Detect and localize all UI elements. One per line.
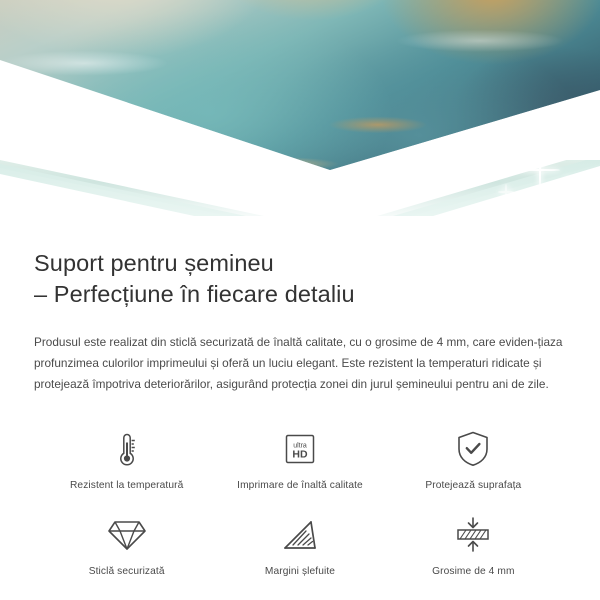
sparkle-icon — [556, 176, 578, 198]
feature-surface-protection — [387, 421, 560, 501]
thermometer-icon — [104, 427, 150, 471]
feature-label: Sticlă securizată — [88, 565, 165, 577]
polished-edges-icon — [277, 513, 323, 557]
diamond-icon — [104, 513, 150, 557]
headline-line-2: – Perfecțiune în fiecare detaliu — [34, 281, 355, 308]
shield-check-icon — [450, 427, 496, 471]
thickness-4mm-icon — [450, 513, 496, 557]
feature-thickness — [387, 507, 560, 587]
feature-label: Rezistent la temperatură — [69, 479, 184, 491]
glass-edge-thickness — [0, 160, 600, 216]
feature-polished-edges — [213, 507, 386, 587]
headline-line-1: Suport pentru șemineu — [34, 250, 274, 276]
feature-label: Protejează suprafața — [425, 479, 522, 491]
content-area — [0, 216, 600, 587]
feature-temperature-resistant — [40, 421, 213, 501]
feature-label: Imprimare de înaltă calitate — [237, 479, 363, 491]
feature-tempered-glass — [40, 507, 213, 587]
product-description-text: Produsul este realizat din sticlă securizată de înaltă calitate, cu o grosime de 4 mm, care eviden-țiaza profunzimea culorilor imprimeului și oferă un luciu elegant. Este rezistent la temperaturi ridicate și protejează împotriva deteriorărilor, asigurând protecția zonei din jurul șemineului pentru ani de zile. — [34, 335, 563, 391]
ultra-hd-icon — [277, 427, 323, 471]
feature-high-quality-print — [213, 421, 386, 501]
feature-label: Grosime de 4 mm — [432, 565, 515, 577]
feature-grid — [34, 421, 566, 587]
page-title — [34, 248, 566, 310]
feature-label: Margini șlefuite — [264, 565, 336, 577]
hero-image — [0, 0, 600, 216]
svg-text:ultra: ultra — [293, 442, 307, 450]
svg-text:HD: HD — [292, 448, 308, 461]
